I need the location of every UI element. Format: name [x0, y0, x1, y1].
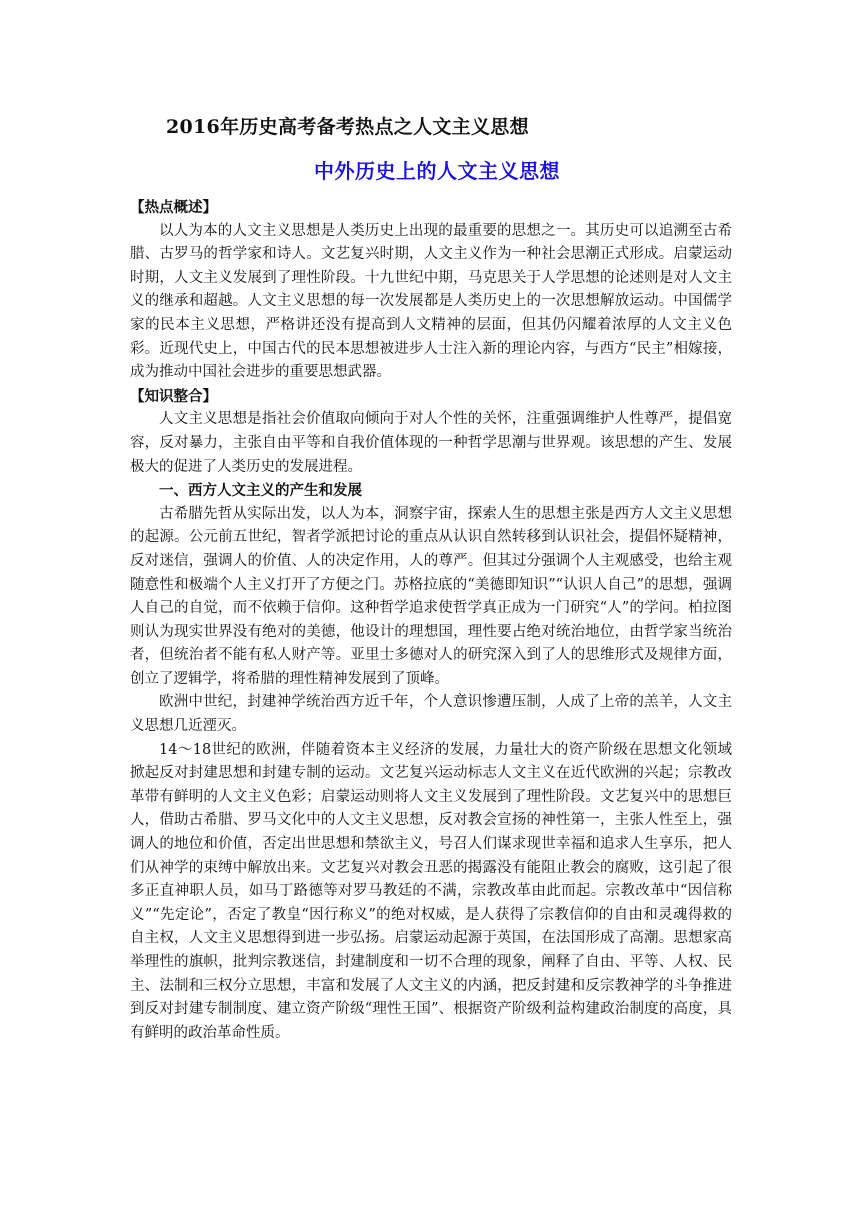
knowledge-intro-paragraph: 人文主义思想是指社会价值取向倾向于对人个性的关怀，注重强调维护人性尊严，提倡宽容，反对暴力，主张自由平等和自我价值体现的一种哲学思潮与世界观。该思想的产生、发展极大的促进了人类历史的发展进程。 — [130, 411, 732, 475]
document-subtitle: 中外历史上的人文主义思想 — [314, 159, 560, 183]
subsection-heading-western-humanism: 一、西方人文主义的产生和发展 — [159, 482, 362, 500]
section-overview — [130, 196, 732, 385]
paragraph-ancient-greece: 古希腊先哲从实际出发，以人为本，洞察宇宙，探索人生的思想主张是西方人文主义思想的起源。公元前五世纪，智者学派把讨论的重点从认识自然转移到认识社会，提倡怀疑精神，反对迷信，强调人的价值、人的决定作用，人的尊严。但其过分强调个人主观感受，也给主观随意性和极端个人主义打开了方便之门。苏格拉底的“美德即知识”“认识人自己”的思想，强调人自己的自觉，而不依赖于信仰。这种哲学追求使哲学真正成为一门研究“人”的学问。柏拉图则认为现实世界没有绝对的美德，他设计的理想国，理性要占绝对统治地位，由哲学家当统治者，但统治者不能有私人财产等。亚里士多德对人的研究深入到了人的思维形式及规律方面，创立了逻辑学，将希腊的理性精神发展到了顶峰。 — [130, 505, 732, 687]
paragraph-middle-ages: 欧洲中世纪，封建神学统治西方近千年，个人意识惨遭压制，人成了上帝的羔羊，人文主义思想几近湮灭。 — [130, 694, 732, 735]
overview-paragraph: 以人为本的人文主义思想是人类历史上出现的最重要的思想之一。其历史可以追溯至古希腊、古罗马的哲学家和诗人。文艺复兴时期，人文主义作为一种社会思潮正式形成。启蒙运动时期，人文主义发展到了理性阶段。十九世纪中期，马克思关于人学思想的论述则是对人文主义的继承和超越。人文主义思想的每一次发展都是人类历史上的一次思想解放运动。中国儒学家的民本主义思想，严格讲还没有提高到人文精神的层面，但其仍闪耀着浓厚的人文主义色彩。近现代史上，中国古代的民本思想被进步人士注入新的理论内容，与西方“民主”相嫁接，成为推动中国社会进步的重要思想武器。 — [130, 222, 732, 381]
section-knowledge — [130, 385, 732, 1046]
document-page — [130, 112, 732, 1045]
document-title: 2016年历史高考备考热点之人文主义思想 — [166, 116, 529, 138]
section-heading-knowledge: 【知识整合】 — [130, 387, 217, 405]
paragraph-14-18-century: 14～18世纪的欧洲，伴随着资本主义经济的发展，力量壮大的资产阶级在思想文化领域掀起反对封建思想和封建专制的运动。文艺复兴运动标志人文主义在近代欧洲的兴起；宗教改革带有鲜明的人文主义色彩；启蒙运动则将人文主义发展到了理性阶段。文艺复兴中的思想巨人，借助古希腊、罗马文化中的人文主义思想，反对教会宣扬的神性第一，主张人性至上，强调人的地位和价值，否定出世思想和禁欲主义，号召人们谋求现世幸福和追求人生享乐，把人们从神学的束缚中解放出来。文艺复兴对教会丑恶的揭露没有能阻止教会的腐败，这引起了很多正直神职人员，如马丁路德等对罗马教廷的不满，宗教改革由此而起。宗教改革中“因信称义”“先定论”，否定了教皇“因行称义”的绝对权威，是人获得了宗教信仰的自由和灵魂得救的自主权，人文主义思想得到进一步弘扬。启蒙运动起源于英国，在法国形成了高潮。思想家高举理性的旗帜，批判宗教迷信，封建制度和一切不合理的现象，阐释了自由、平等、人权、民主、法制和三权分立思想，丰富和发展了人文主义的内涵，把反封建和反宗教神学的斗争推进到反对封建专制制度、建立资产阶级“理性王国”、根据资产阶级利益构建政治制度的高度，具有鲜明的政治革命性质。 — [130, 741, 732, 1041]
section-heading-overview: 【热点概述】 — [130, 199, 217, 216]
